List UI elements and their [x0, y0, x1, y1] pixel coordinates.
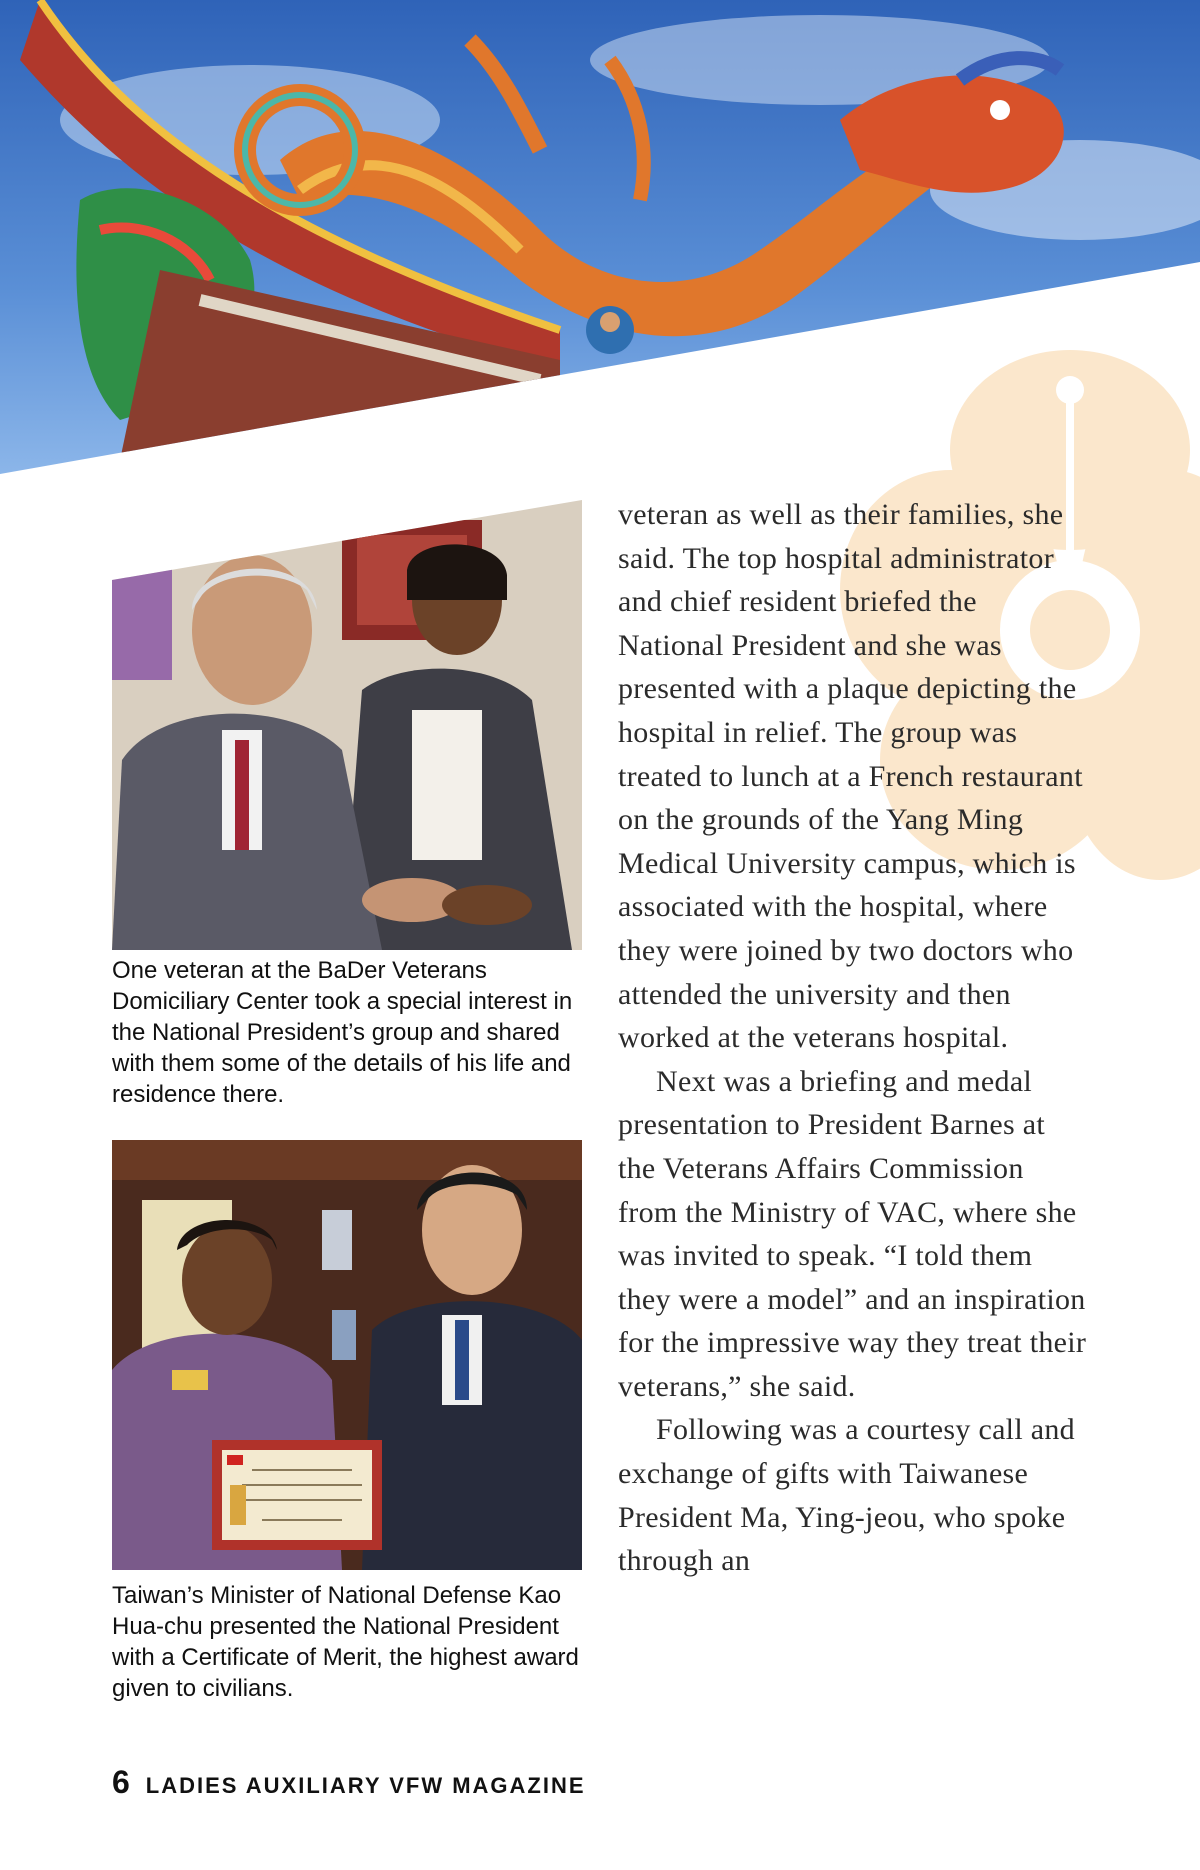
- article-body: [618, 493, 1088, 1583]
- veteran-handshake-photo: [112, 500, 582, 950]
- article-paragraph: Following was a courtesy call and exchange of gifts with Taiwanese President Ma, Ying-jeou, who spoke through an: [618, 1413, 1075, 1578]
- photo-caption: Taiwan’s Minister of National Defense Kao Hua-chu presented the National President with a Certificate of Merit, the highest award given to civilians.: [112, 1582, 579, 1702]
- page-number: 6: [112, 1764, 130, 1800]
- article-paragraph: veteran as well as their families, she said. The top hospital administrator and chief resident briefed the National President and she was presented with a plaque depicting the hospital in relief. The group was treated to lunch at a French restaurant on the grounds of the Yang Ming Medical University campus, which is associated with the hospital, where they were joined by two doctors who attended the university and then worked at the veterans hospital.: [618, 498, 1083, 1055]
- certificate-presentation-photo: [112, 1140, 582, 1570]
- magazine-name: LADIES AUXILIARY VFW MAGAZINE: [145, 1773, 586, 1798]
- photo-caption: One veteran at the BaDer Veterans Domiciliary Center took a special interest in the National President’s group and shared with them some of the details of his life and residence there.: [112, 957, 573, 1108]
- article-paragraph: Next was a briefing and medal presentation to President Barnes at the Veterans Affairs Commission from the Ministry of VAC, where she was invited to speak. “I told them they were a model” and an inspiration for the impressive way they treat their veterans,” she said.: [618, 1064, 1087, 1403]
- page-footer: [112, 1764, 586, 1801]
